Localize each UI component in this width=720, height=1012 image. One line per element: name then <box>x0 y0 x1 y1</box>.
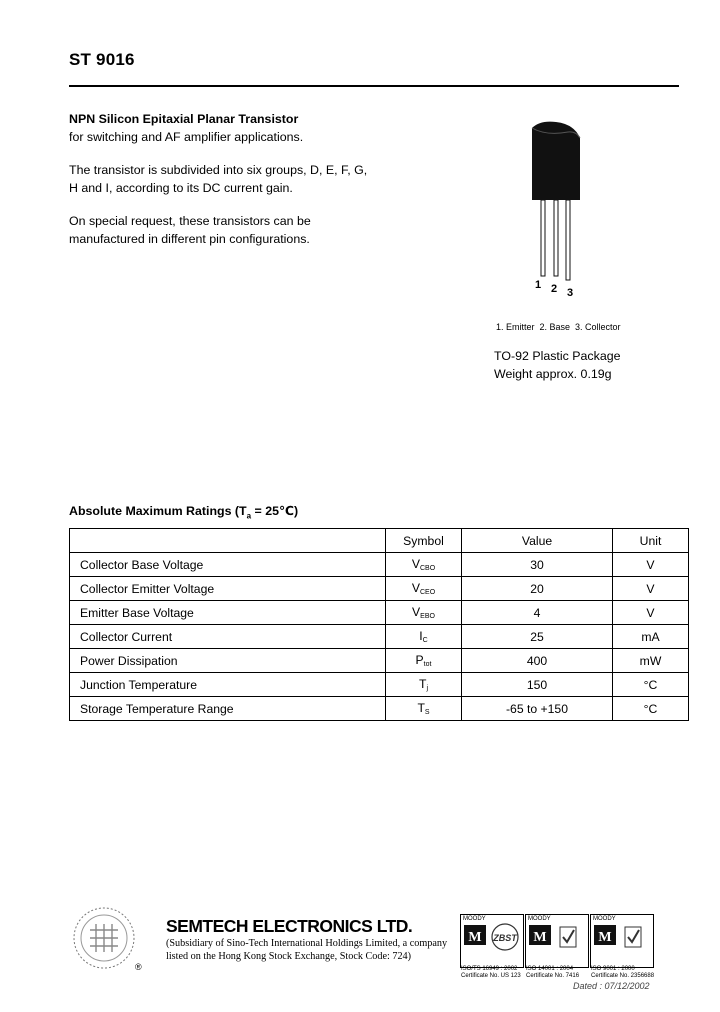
table-row <box>70 625 689 649</box>
table-row <box>70 577 689 601</box>
moody-cert-icon <box>526 915 588 967</box>
ratings-heading-sub: a <box>246 511 252 521</box>
title-divider <box>69 85 679 87</box>
pin-number-2: 2 <box>551 283 558 295</box>
certification-badge-iso9001 <box>590 914 655 979</box>
company-listing-line: listed on the Hong Kong Stock Exchange, Stock Code: 724) <box>166 951 412 962</box>
cert-number: Certificate No. 2356688 <box>591 973 655 979</box>
param-cell: Emitter Base Voltage <box>70 601 386 625</box>
package-weight: Weight approx. 0.19g <box>494 366 612 381</box>
semtech-logo-icon <box>72 906 136 970</box>
table-row <box>70 697 689 721</box>
moody-cert-icon <box>591 915 653 967</box>
cert-number: Certificate No. US 123 <box>461 973 521 979</box>
cert-issuer: MOODY <box>463 916 486 922</box>
unit-cell: V <box>613 577 689 601</box>
application-text: for switching and AF amplifier applications. <box>69 129 304 144</box>
transistor-type: NPN Silicon Epitaxial Planar Transistor <box>69 112 299 126</box>
document-title: ST 9016 <box>69 50 135 69</box>
symbol-cell: $T_j$ <box>386 673 462 697</box>
pin-number-3: 3 <box>567 287 574 299</box>
table-row <box>70 649 689 673</box>
cert-standard: ISO/TS 16949 : 2002 <box>461 966 518 972</box>
unit-cell: mW <box>613 649 689 673</box>
table-row <box>70 553 689 577</box>
cert-standard: ISO 9001 : 2000 <box>591 966 635 972</box>
value-cell: -65 to +150 <box>462 697 613 721</box>
svg-text:M: M <box>598 930 612 945</box>
symbol-cell: $T_S$ <box>386 697 462 721</box>
header-value: Value <box>462 529 613 553</box>
table-row <box>70 673 689 697</box>
certification-badge-iso14001 <box>525 914 589 979</box>
svg-text:ZBST: ZBST <box>493 933 517 943</box>
value-cell: 25 <box>462 625 613 649</box>
table-row <box>70 601 689 625</box>
pin-lead-1 <box>541 200 545 276</box>
unit-cell: V <box>613 553 689 577</box>
absolute-max-ratings-table <box>69 528 689 721</box>
value-cell: 20 <box>462 577 613 601</box>
unit-cell: mA <box>613 625 689 649</box>
to92-package-drawing <box>520 118 590 283</box>
param-cell: Collector Base Voltage <box>70 553 386 577</box>
value-cell: 150 <box>462 673 613 697</box>
param-cell: Junction Temperature <box>70 673 386 697</box>
table-header-row <box>70 529 689 553</box>
moody-cert-icon <box>461 915 523 967</box>
value-cell: 400 <box>462 649 613 673</box>
certification-badge-ts16949 <box>460 914 524 979</box>
company-subsidiary-line: (Subsidiary of Sino-Tech International Holdings Limited, a company <box>166 938 448 949</box>
pin-lead-2 <box>554 200 558 276</box>
registered-mark: ® <box>135 962 142 972</box>
description-groups: The transistor is subdivided into six groups, D, E, F, G, H and I, according to its DC current gain. <box>69 163 368 195</box>
param-cell: Collector Emitter Voltage <box>70 577 386 601</box>
header-unit: Unit <box>613 529 689 553</box>
ratings-heading <box>69 503 298 520</box>
symbol-cell: $V_{CBO}$ <box>386 553 462 577</box>
param-cell: Storage Temperature Range <box>70 697 386 721</box>
company-name: SEMTECH ELECTRONICS LTD. <box>166 916 413 936</box>
svg-text:M: M <box>533 930 547 945</box>
cert-issuer: MOODY <box>593 916 616 922</box>
package-info <box>494 348 621 383</box>
pin-number-1: 1 <box>535 279 542 291</box>
param-cell: Power Dissipation <box>70 649 386 673</box>
value-cell: 30 <box>462 553 613 577</box>
pin-lead-3 <box>566 200 570 280</box>
symbol-cell: $P_{tot}$ <box>386 649 462 673</box>
unit-cell: V <box>613 601 689 625</box>
pin-legend: 1. Emitter 2. Base 3. Collector <box>496 322 621 332</box>
symbol-cell: $I_C$ <box>386 625 462 649</box>
value-cell: 4 <box>462 601 613 625</box>
ratings-heading-temp: = 25℃) <box>251 504 299 518</box>
symbol-cell: $V_{CEO}$ <box>386 577 462 601</box>
package-name: TO-92 Plastic Package <box>494 349 621 363</box>
param-cell: Collector Current <box>70 625 386 649</box>
header-symbol: Symbol <box>386 529 462 553</box>
cert-number: Certificate No. 7416 <box>526 973 580 979</box>
unit-cell: °C <box>613 673 689 697</box>
ratings-heading-text: Absolute Maximum Ratings (T <box>69 504 247 518</box>
dated-stamp: Dated : 07/12/2002 <box>573 981 650 991</box>
cert-standard: ISO 14001 : 2004 <box>526 966 574 972</box>
cert-issuer: MOODY <box>528 916 551 922</box>
description-pin-config: On special request, these transistors can be manufactured in different pin configurations. <box>69 214 311 246</box>
svg-text:M: M <box>468 930 482 945</box>
description-intro <box>69 111 303 146</box>
symbol-cell: $V_{EBO}$ <box>386 601 462 625</box>
header-parameter <box>70 529 386 553</box>
unit-cell: °C <box>613 697 689 721</box>
